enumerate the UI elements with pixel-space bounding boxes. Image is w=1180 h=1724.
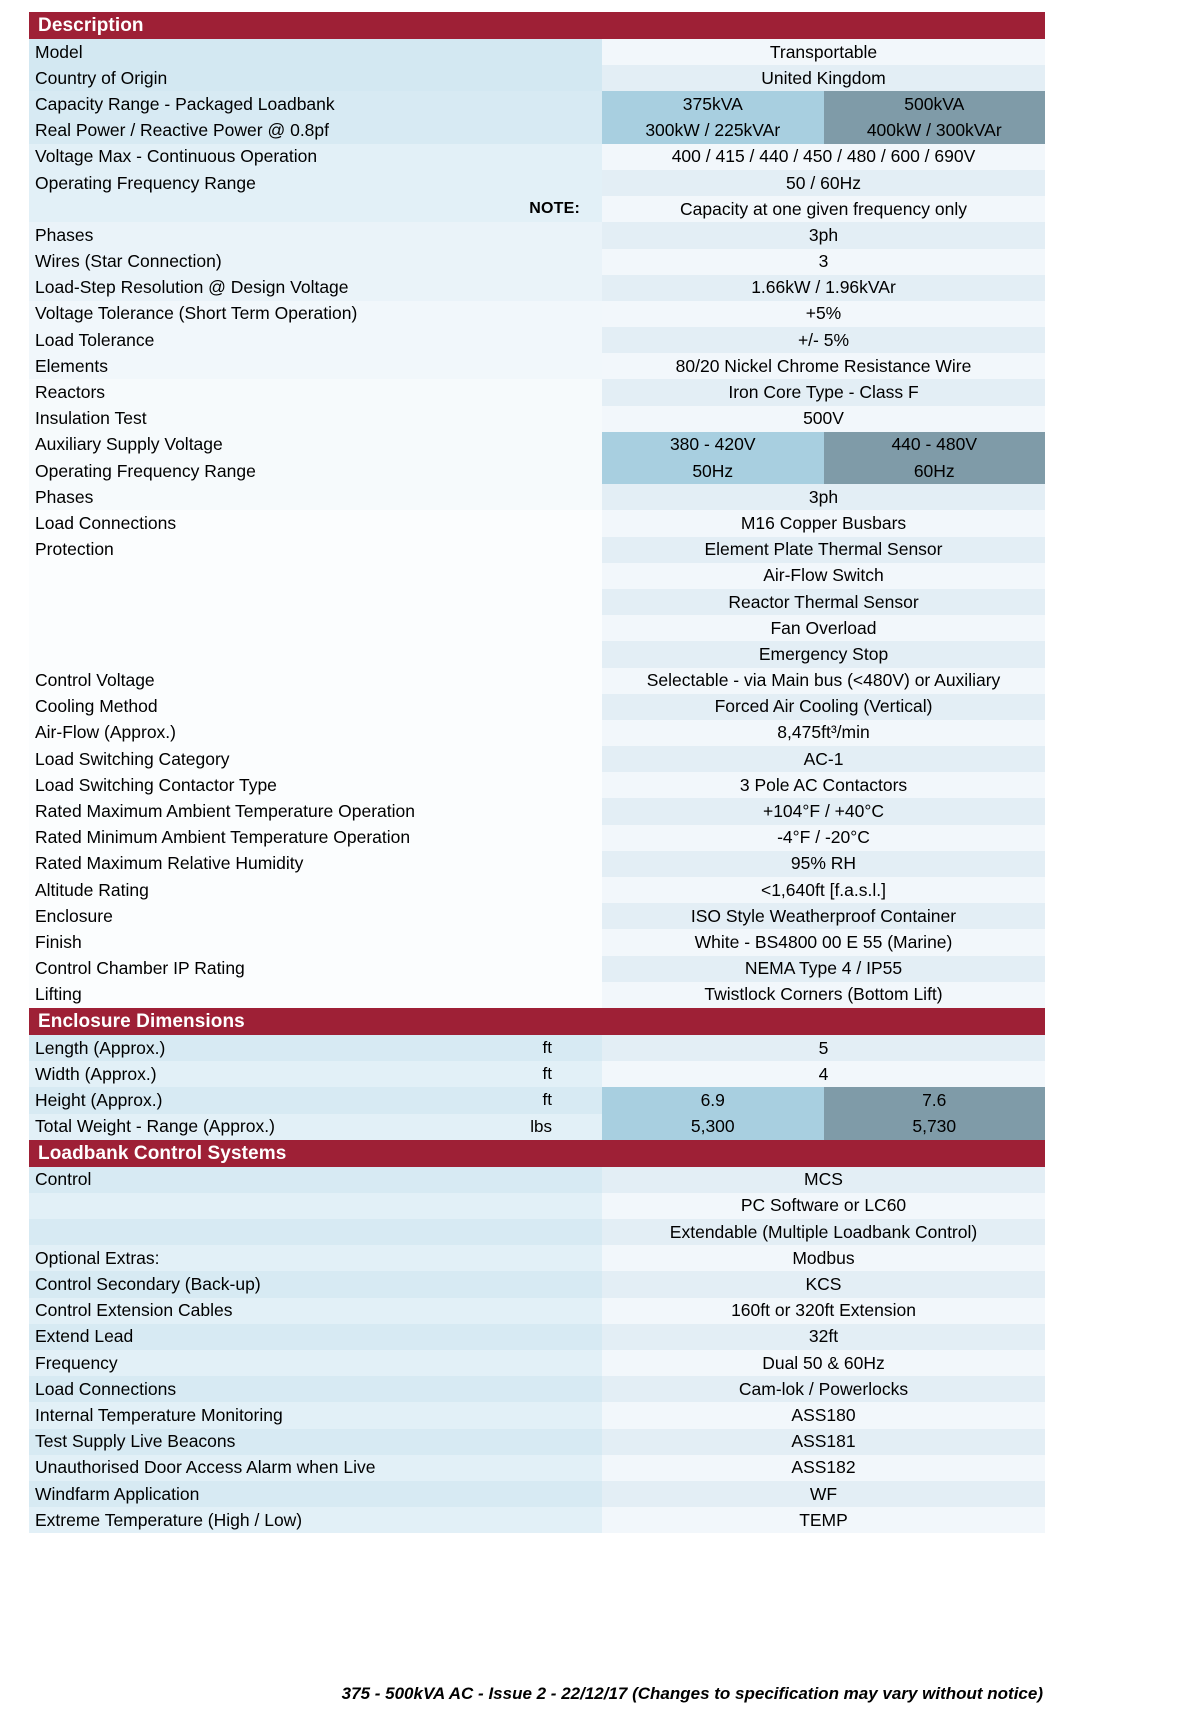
row-label — [29, 1376, 602, 1402]
row-unit: ft — [542, 1090, 552, 1110]
row-value: <1,640ft [f.a.s.l.] — [602, 877, 1045, 903]
row-label-text: Country of Origin — [35, 67, 168, 88]
row-label — [29, 327, 602, 353]
row-value — [602, 432, 1045, 458]
row-value: 32ft — [602, 1324, 1045, 1350]
row-label-text: Insulation Test — [35, 408, 147, 429]
row-value-500kva: 440 - 480V — [824, 432, 1046, 458]
row-label — [29, 1245, 602, 1271]
row-value: +5% — [602, 301, 1045, 327]
row-label-text: Operating Frequency Range — [35, 172, 256, 193]
row-label — [29, 877, 602, 903]
row-label-text: Auxiliary Supply Voltage — [35, 434, 223, 455]
row-value: 160ft or 320ft Extension — [602, 1298, 1045, 1324]
row-value-500kva: 500kVA — [824, 91, 1046, 117]
table-row — [29, 956, 1045, 982]
row-label-text: Control — [35, 1169, 92, 1190]
row-value — [602, 458, 1045, 484]
row-label — [29, 249, 602, 275]
row-value: WF — [602, 1481, 1045, 1507]
row-label-text: Wires (Star Connection) — [35, 251, 222, 272]
row-value: 500V — [602, 406, 1045, 432]
row-label — [29, 406, 602, 432]
row-label — [29, 118, 602, 144]
row-label-text: Length (Approx.) — [35, 1037, 166, 1058]
row-value: 4 — [602, 1061, 1045, 1087]
row-value: United Kingdom — [602, 65, 1045, 91]
table-row — [29, 720, 1045, 746]
table-row — [29, 1271, 1045, 1297]
row-label-text: Protection — [35, 539, 114, 560]
row-label — [29, 353, 602, 379]
table-row — [29, 1114, 1045, 1140]
row-value: 3ph — [602, 484, 1045, 510]
row-value: 95% RH — [602, 851, 1045, 877]
table-row — [29, 1035, 1045, 1061]
row-value: Transportable — [602, 39, 1045, 65]
row-label-text: Operating Frequency Range — [35, 460, 256, 481]
row-value: NEMA Type 4 / IP55 — [602, 956, 1045, 982]
table-row — [29, 1324, 1045, 1350]
row-unit: lbs — [530, 1116, 552, 1136]
row-value: PC Software or LC60 — [602, 1193, 1045, 1219]
section-header-enclosure-dimensions: Enclosure Dimensions — [29, 1008, 1045, 1035]
row-label — [29, 589, 602, 615]
row-value: 8,475ft³/min — [602, 720, 1045, 746]
table-row — [29, 694, 1045, 720]
row-value: M16 Copper Busbars — [602, 510, 1045, 536]
row-value-375kva: 300kW / 225kVAr — [602, 118, 824, 144]
row-label-text: Control Secondary (Back-up) — [35, 1274, 261, 1295]
table-row — [29, 432, 1045, 458]
row-note-label: NOTE: — [529, 200, 580, 218]
row-label — [29, 851, 602, 877]
row-value: Cam-lok / Powerlocks — [602, 1376, 1045, 1402]
row-value: Fan Overload — [602, 615, 1045, 641]
row-value: 5 — [602, 1035, 1045, 1061]
row-label — [29, 1114, 602, 1140]
table-row — [29, 327, 1045, 353]
row-value: +/- 5% — [602, 327, 1045, 353]
row-label-text: Load Connections — [35, 512, 177, 533]
table-row — [29, 563, 1045, 589]
row-label-text: Lifting — [35, 984, 82, 1005]
row-value: Selectable - via Main bus (<480V) or Auxiliary — [602, 668, 1045, 694]
row-label-text: Load-Step Resolution @ Design Voltage — [35, 277, 349, 298]
row-value: Iron Core Type - Class F — [602, 379, 1045, 405]
row-value: TEMP — [602, 1507, 1045, 1533]
row-label — [29, 1167, 602, 1193]
row-label-text: Rated Maximum Ambient Temperature Operation — [35, 801, 415, 822]
specification-table — [29, 12, 1045, 1533]
table-row — [29, 903, 1045, 929]
row-value-375kva: 375kVA — [602, 91, 824, 117]
table-row — [29, 118, 1045, 144]
table-row — [29, 222, 1045, 248]
row-label — [29, 39, 602, 65]
row-label — [29, 1271, 602, 1297]
table-row — [29, 589, 1045, 615]
table-row — [29, 1245, 1045, 1271]
row-value: +104°F / +40°C — [602, 798, 1045, 824]
row-value-500kva: 60Hz — [824, 458, 1046, 484]
table-row — [29, 1167, 1045, 1193]
row-value: ASS180 — [602, 1402, 1045, 1428]
row-label — [29, 694, 602, 720]
row-value: Modbus — [602, 1245, 1045, 1271]
table-row — [29, 1429, 1045, 1455]
row-label — [29, 1429, 602, 1455]
row-value: Twistlock Corners (Bottom Lift) — [602, 982, 1045, 1008]
table-row — [29, 1061, 1045, 1087]
table-row — [29, 1087, 1045, 1113]
row-label-text: Total Weight - Range (Approx.) — [35, 1116, 275, 1137]
row-label-text: Capacity Range - Packaged Loadbank — [35, 93, 335, 114]
table-row — [29, 1455, 1045, 1481]
table-row — [29, 144, 1045, 170]
row-label-text: Model — [35, 41, 83, 62]
table-row — [29, 825, 1045, 851]
row-value: KCS — [602, 1271, 1045, 1297]
row-value: 3 Pole AC Contactors — [602, 772, 1045, 798]
table-row — [29, 798, 1045, 824]
row-value-375kva: 380 - 420V — [602, 432, 824, 458]
table-row — [29, 641, 1045, 667]
row-label-text: Load Switching Contactor Type — [35, 774, 277, 795]
table-row — [29, 537, 1045, 563]
row-value: MCS — [602, 1167, 1045, 1193]
table-row — [29, 772, 1045, 798]
row-label-text: Extend Lead — [35, 1326, 134, 1347]
row-value-500kva: 7.6 — [824, 1087, 1046, 1113]
row-label-text: Phases — [35, 486, 94, 507]
row-label-text: Height (Approx.) — [35, 1089, 163, 1110]
row-value: -4°F / -20°C — [602, 825, 1045, 851]
row-label — [29, 1087, 602, 1113]
row-label — [29, 720, 602, 746]
row-label — [29, 91, 602, 117]
row-label-text: Elements — [35, 355, 108, 376]
row-label-text: Extreme Temperature (High / Low) — [35, 1509, 303, 1530]
section-header-description: Description — [29, 12, 1045, 39]
row-value: Extendable (Multiple Loadbank Control) — [602, 1219, 1045, 1245]
row-label — [29, 65, 602, 91]
row-label — [29, 170, 602, 196]
row-label — [29, 563, 602, 589]
table-row — [29, 39, 1045, 65]
row-label-text: Finish — [35, 931, 82, 952]
row-label — [29, 379, 602, 405]
row-label-text: Cooling Method — [35, 696, 158, 717]
row-value: ASS181 — [602, 1429, 1045, 1455]
row-label — [29, 982, 602, 1008]
row-value: Dual 50 & 60Hz — [602, 1350, 1045, 1376]
table-row — [29, 65, 1045, 91]
row-label-text: Load Connections — [35, 1378, 177, 1399]
row-label — [29, 484, 602, 510]
table-row — [29, 91, 1045, 117]
table-row — [29, 196, 1045, 222]
row-value: Reactor Thermal Sensor — [602, 589, 1045, 615]
row-value: Element Plate Thermal Sensor — [602, 537, 1045, 563]
row-value: 50 / 60Hz — [602, 170, 1045, 196]
row-value: AC-1 — [602, 746, 1045, 772]
table-row — [29, 615, 1045, 641]
table-row — [29, 1350, 1045, 1376]
row-label — [29, 1219, 602, 1245]
row-value: 400 / 415 / 440 / 450 / 480 / 600 / 690V — [602, 144, 1045, 170]
table-row — [29, 484, 1045, 510]
row-value — [602, 1087, 1045, 1113]
table-row — [29, 170, 1045, 196]
row-label-text: Altitude Rating — [35, 879, 149, 900]
row-label-text: Frequency — [35, 1352, 118, 1373]
row-label-text: Control Chamber IP Rating — [35, 958, 245, 979]
row-unit: ft — [542, 1038, 552, 1058]
row-label-text: Internal Temperature Monitoring — [35, 1404, 283, 1425]
row-label — [29, 903, 602, 929]
row-label — [29, 458, 602, 484]
row-value-500kva: 400kW / 300kVAr — [824, 118, 1046, 144]
row-label — [29, 798, 602, 824]
table-row — [29, 982, 1045, 1008]
row-label — [29, 144, 602, 170]
row-label — [29, 1298, 602, 1324]
row-value: 1.66kW / 1.96kVAr — [602, 275, 1045, 301]
section-header-loadbank-control-systems: Loadbank Control Systems — [29, 1140, 1045, 1167]
row-label — [29, 1193, 602, 1219]
row-label-text: Rated Maximum Relative Humidity — [35, 853, 304, 874]
row-label — [29, 772, 602, 798]
row-label-text: Rated Minimum Ambient Temperature Operation — [35, 827, 411, 848]
row-label — [29, 537, 602, 563]
table-row — [29, 249, 1045, 275]
table-row — [29, 275, 1045, 301]
table-row — [29, 851, 1045, 877]
row-value — [602, 118, 1045, 144]
table-row — [29, 1193, 1045, 1219]
row-label-text: Air-Flow (Approx.) — [35, 722, 176, 743]
row-value: Air-Flow Switch — [602, 563, 1045, 589]
row-value-500kva: 5,730 — [824, 1114, 1046, 1140]
row-label-text: Reactors — [35, 382, 106, 403]
row-value: ASS182 — [602, 1455, 1045, 1481]
table-row — [29, 668, 1045, 694]
row-value — [602, 1114, 1045, 1140]
row-label-text: Voltage Max - Continuous Operation — [35, 146, 318, 167]
row-label-text: Control Extension Cables — [35, 1300, 233, 1321]
row-label — [29, 1481, 602, 1507]
row-label — [29, 301, 602, 327]
row-value-375kva: 50Hz — [602, 458, 824, 484]
table-row — [29, 746, 1045, 772]
row-label — [29, 929, 602, 955]
table-row — [29, 1481, 1045, 1507]
row-label — [29, 1507, 602, 1533]
row-label — [29, 1035, 602, 1061]
row-value: White - BS4800 00 E 55 (Marine) — [602, 929, 1045, 955]
row-label — [29, 668, 602, 694]
row-label — [29, 746, 602, 772]
table-row — [29, 877, 1045, 903]
row-label-text: Unauthorised Door Access Alarm when Live — [35, 1457, 376, 1478]
table-row — [29, 458, 1045, 484]
row-label-text: Windfarm Application — [35, 1483, 200, 1504]
row-value: 3 — [602, 249, 1045, 275]
row-label-text: Optional Extras: — [35, 1247, 160, 1268]
row-label — [29, 510, 602, 536]
table-row — [29, 1402, 1045, 1428]
row-label — [29, 1350, 602, 1376]
row-value: Forced Air Cooling (Vertical) — [602, 694, 1045, 720]
table-row — [29, 379, 1045, 405]
row-label — [29, 1402, 602, 1428]
row-label — [29, 432, 602, 458]
row-label-text: Voltage Tolerance (Short Term Operation) — [35, 303, 358, 324]
table-row — [29, 406, 1045, 432]
table-row — [29, 929, 1045, 955]
table-row — [29, 353, 1045, 379]
row-value-375kva: 6.9 — [602, 1087, 824, 1113]
row-label — [29, 1324, 602, 1350]
row-label-text: Width (Approx.) — [35, 1063, 157, 1084]
row-label — [29, 956, 602, 982]
row-label — [29, 275, 602, 301]
table-row — [29, 1298, 1045, 1324]
row-value: 3ph — [602, 222, 1045, 248]
row-label-text: Control Voltage — [35, 670, 155, 691]
table-row — [29, 1376, 1045, 1402]
row-label-text: Phases — [35, 224, 94, 245]
table-row — [29, 1219, 1045, 1245]
row-value: Capacity at one given frequency only — [602, 196, 1045, 222]
row-label — [29, 825, 602, 851]
row-value — [602, 91, 1045, 117]
row-value-375kva: 5,300 — [602, 1114, 824, 1140]
row-value: 80/20 Nickel Chrome Resistance Wire — [602, 353, 1045, 379]
row-label-text: Enclosure — [35, 905, 113, 926]
row-label — [29, 222, 602, 248]
row-label-text: Load Switching Category — [35, 748, 230, 769]
row-label-text: Real Power / Reactive Power @ 0.8pf — [35, 120, 330, 141]
row-value: Emergency Stop — [602, 641, 1045, 667]
row-label — [29, 1061, 602, 1087]
row-label-text: Load Tolerance — [35, 329, 155, 350]
table-row — [29, 510, 1045, 536]
row-label — [29, 1455, 602, 1481]
row-value: ISO Style Weatherproof Container — [602, 903, 1045, 929]
row-label — [29, 641, 602, 667]
row-label — [29, 615, 602, 641]
row-label-text: Test Supply Live Beacons — [35, 1431, 236, 1452]
footer-note: 375 - 500kVA AC - Issue 2 - 22/12/17 (Changes to specification may vary without notice) — [341, 1684, 1043, 1703]
table-row — [29, 301, 1045, 327]
table-row — [29, 1507, 1045, 1533]
row-unit: ft — [542, 1064, 552, 1084]
row-label — [29, 196, 602, 222]
